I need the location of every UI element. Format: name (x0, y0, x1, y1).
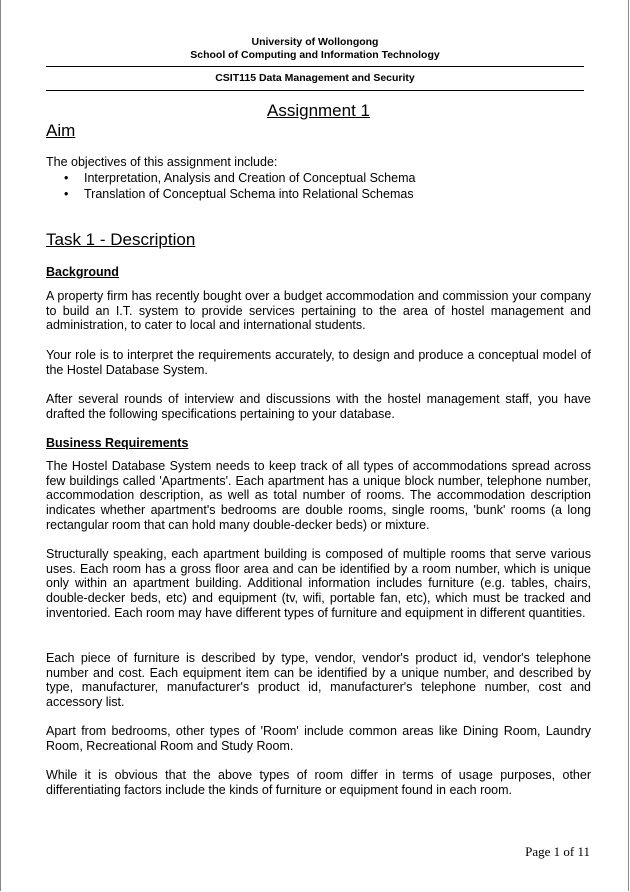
paragraph: After several rounds of interview and discussions with the hostel management staff, you have drafted the following specifications pertaining to your database. (46, 392, 591, 421)
background-heading: Background (46, 265, 119, 279)
header-rule-bottom (46, 90, 584, 91)
university-name: University of Wollongong (251, 36, 379, 48)
list-item-text: Interpretation, Analysis and Creation of Conceptual Schema (84, 171, 416, 185)
page-number: Page 1 of 11 (525, 844, 590, 859)
paragraph: Structurally speaking, each apartment building is composed of multiple rooms that serve various uses. Each room has a gross floor area and can be identified by a room number, which is unique only within an apartment building. Additional information includes furniture (e.g. tables, chairs, double-decker beds, etc) and equipment (tv, wifi, portable fan, etc), which must be tracked and inventoried. Each room may have different types of furniture and equipment in different quantities. (46, 547, 591, 620)
aim-intro: The objectives of this assignment include: (46, 155, 278, 169)
business-requirements-heading: Business Requirements (46, 436, 189, 450)
task-heading: Task 1 - Description (46, 230, 196, 249)
school-name: School of Computing and Information Technology (190, 49, 440, 61)
paragraph: The Hostel Database System needs to keep track of all types of accommodations spread across few buildings called 'Apartments'. Each apartment has a unique block number, telephone number, accommodation description, as well as total number of rooms. The accommodation description indicates whether apartment's bedrooms are double rooms, single rooms, 'bunk' rooms (a long rectangular room that can hold many double-decker beds) or mixture. (46, 459, 591, 532)
list-item (64, 186, 415, 202)
list-item (64, 170, 415, 186)
paragraph: Apart from bedrooms, other types of 'Room' include common areas like Dining Room, Laundry Room, Recreational Room and Study Room. (46, 724, 591, 753)
objectives-list (64, 170, 415, 202)
assignment-title: Assignment 1 (267, 101, 370, 120)
paragraph: A property firm has recently bought over a budget accommodation and commission your company to build an I.T. system to provide services pertaining to the area of hostel management and administration, to cater to local and international students. (46, 289, 591, 333)
document-header (0, 36, 630, 62)
list-item-text: Translation of Conceptual Schema into Relational Schemas (84, 187, 414, 201)
bullet-icon: • (64, 171, 69, 185)
paragraph: Your role is to interpret the requirements accurately, to design and produce a conceptual model of the Hostel Database System. (46, 348, 591, 377)
aim-heading: Aim (46, 121, 76, 140)
subject-title: CSIT115 Data Management and Security (215, 72, 415, 84)
paragraph: Each piece of furniture is described by type, vendor, vendor's product id, vendor's telephone number and cost. Each equipment item can be identified by a unique number, and described by type, manufacturer, manufacturer's product id, manufacturer's telephone number, cost and accessory list. (46, 651, 591, 710)
header-rule-top (46, 66, 584, 67)
bullet-icon: • (64, 187, 69, 201)
paragraph: While it is obvious that the above types of room differ in terms of usage purposes, other differentiating factors include the kinds of furniture or equipment found in each room. (46, 768, 591, 797)
